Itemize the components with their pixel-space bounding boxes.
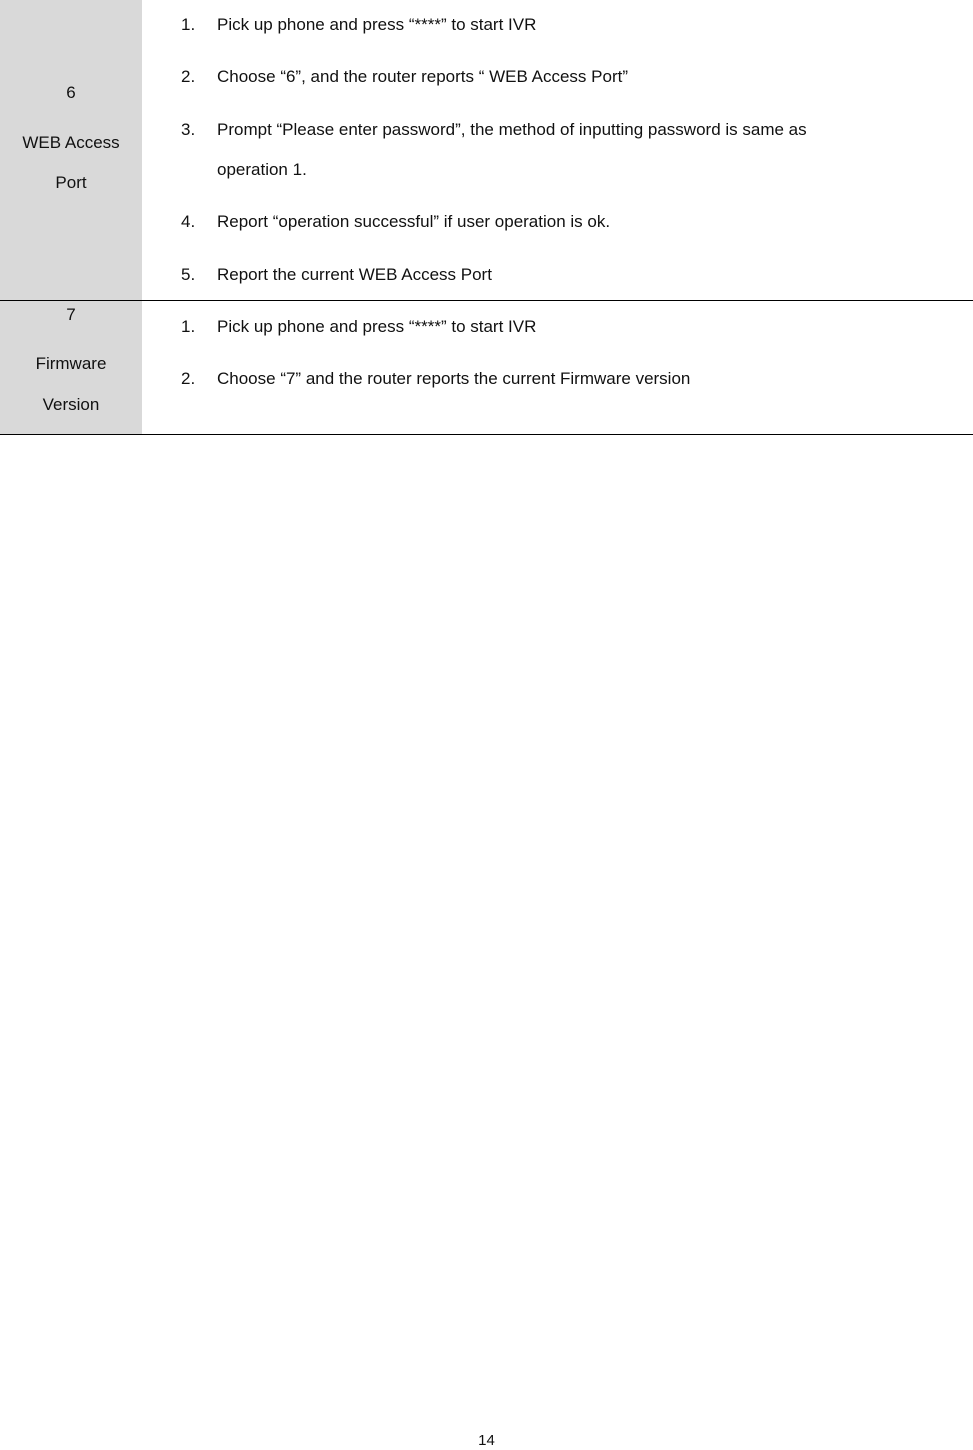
step-item [181, 369, 690, 389]
step-number: 2. [181, 67, 196, 86]
row-name-line2: Version [42, 395, 100, 414]
page-number: 14 [478, 1432, 495, 1449]
step-number: 1. [181, 15, 196, 34]
step-item [181, 67, 628, 87]
step-text: Choose “7” and the router reports the current Firmware version [217, 369, 691, 388]
row-name-line2: Port [55, 173, 87, 192]
step-item [181, 15, 536, 35]
row-number: 6 [66, 83, 76, 102]
step-number: 1. [181, 317, 196, 336]
steps-cell [142, 0, 973, 300]
table-row-web-access-port [0, 0, 973, 301]
step-text: Report “operation successful” if user operation is ok. [217, 212, 611, 231]
step-number: 5. [181, 265, 196, 284]
steps-cell [142, 301, 973, 434]
step-number: 4. [181, 212, 196, 231]
step-text: Report the current WEB Access Port [217, 265, 492, 284]
step-text: Pick up phone and press “****” to start IVR [217, 317, 537, 336]
step-text: Prompt “Please enter password”, the method of inputting password is same as [217, 120, 807, 139]
step-item [181, 212, 610, 232]
step-text-continuation: operation 1. [217, 160, 307, 179]
step-number: 3. [181, 120, 196, 139]
step-item [181, 120, 807, 140]
row-label-cell [0, 0, 142, 300]
row-label-cell [0, 301, 142, 434]
ivr-operations-table [0, 0, 973, 435]
step-item [181, 317, 536, 337]
step-text: Pick up phone and press “****” to start IVR [217, 15, 537, 34]
row-name-line1: Firmware [35, 354, 107, 373]
step-text: Choose “6”, and the router reports “ WEB Access Port” [217, 67, 628, 86]
table-row-firmware-version [0, 301, 973, 435]
step-number: 2. [181, 369, 196, 388]
row-number: 7 [66, 305, 76, 324]
row-name-line1: WEB Access [22, 133, 120, 152]
step-item [181, 265, 492, 285]
